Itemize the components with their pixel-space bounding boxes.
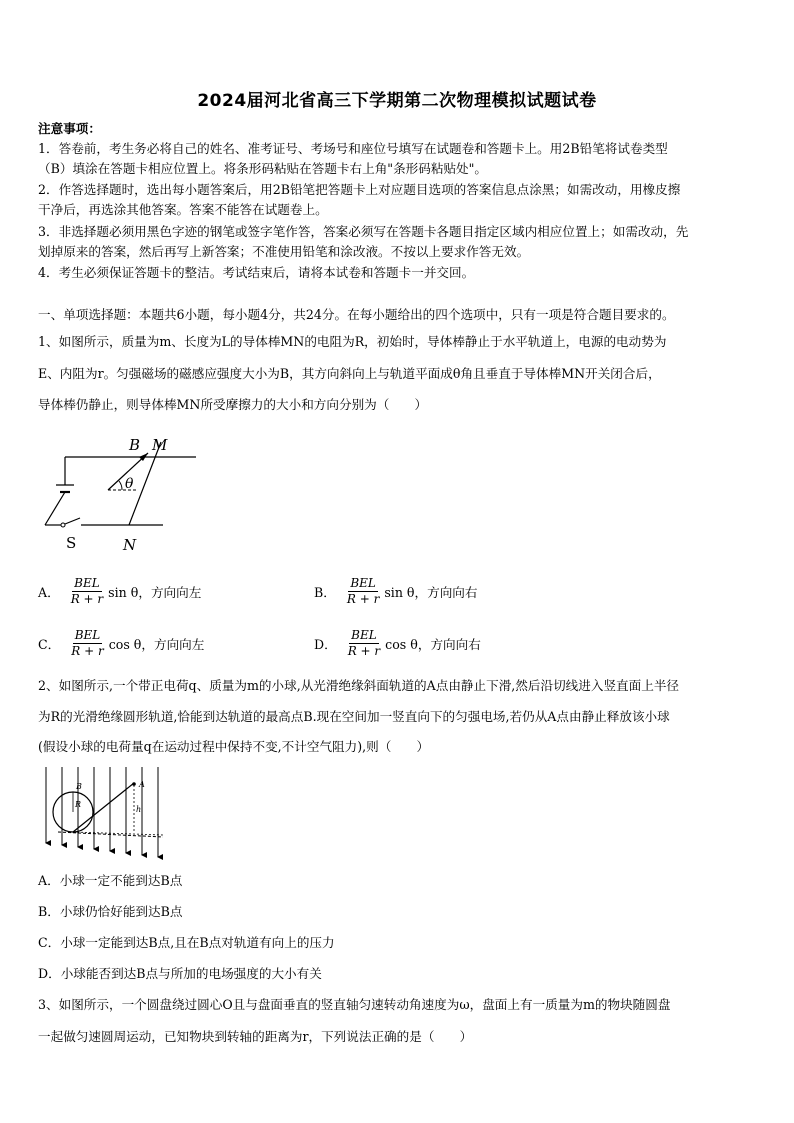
fraction-denominator: R + r: [347, 644, 381, 658]
q2-figure-label-R: R: [75, 800, 82, 809]
notice-line: 2．作答选择题时，选出每小题答案后，用2B铅笔把答题卡上对应题目选项的答案信息点涂黑；如需改动，用橡皮擦: [38, 182, 681, 197]
option-text: cos θ，方向向右: [385, 637, 481, 652]
fraction-denominator: R + r: [346, 592, 380, 606]
q1-option-d[interactable]: [314, 628, 481, 659]
q1-option-b[interactable]: [314, 576, 477, 607]
fraction: [69, 628, 105, 659]
fraction-numerator: BEL: [74, 576, 100, 590]
q2-figure-label-h: h: [136, 805, 142, 814]
q1-figure-label-theta: θ: [125, 476, 134, 492]
fraction-numerator: BEL: [351, 628, 377, 642]
notice-line: 3．非选择题必须用黑色字迹的钢笔或签字笔作答，答案必须写在答题卡各题目指定区域内相应位置上；如需改动，先: [38, 224, 689, 239]
fraction: [345, 576, 381, 607]
q2-figure-label-B: B: [76, 782, 82, 791]
fraction-numerator: BEL: [350, 576, 376, 590]
q1-circuit-figure: [36, 430, 206, 555]
q3-stem-line: 3、如图所示，一个圆盘绕过圆心O且与盘面垂直的竖直轴匀速转动角速度为ω，盘面上有一质量为m的物块随圆盘: [38, 997, 671, 1012]
notice-line: 干净后，再选涂其他答案。答案不能答在试题卷上。: [38, 202, 328, 217]
section-heading: 一、单项选择题：本题共6小题，每小题4分，共24分。在每小题给出的四个选项中，只有一项是符合题目要求的。: [38, 307, 675, 322]
q3-stem-line: 一起做匀速圆周运动，已知物块到转轴的距离为r，下列说法正确的是（ ）: [38, 1029, 473, 1044]
notice-line: 4．考生必须保证答题卡的整洁。考试结束后，请将本试卷和答题卡一并交回。: [38, 265, 475, 280]
q2-option-b[interactable]: B．小球仍恰好能到达B点: [38, 904, 183, 919]
fraction: [346, 628, 382, 659]
fraction-denominator: R + r: [71, 644, 104, 658]
option-text: sin θ，方向向左: [108, 585, 202, 600]
q2-option-d[interactable]: D．小球能否到达B点与所加的电场强度的大小有关: [38, 966, 322, 981]
q1-option-c[interactable]: [38, 628, 204, 659]
q2-track-figure: [38, 765, 173, 865]
q1-option-a[interactable]: [38, 576, 201, 607]
option-label: A．: [38, 585, 60, 600]
notice-line: （B）填涂在答题卡相应位置上。将条形码粘贴在答题卡右上角"条形码粘贴处"。: [38, 161, 488, 176]
option-label: B．: [314, 585, 336, 600]
notice-line: 划掉原来的答案，然后再写上新答案；不准使用铅笔和涂改液。不按以上要求作答无效。: [38, 244, 530, 259]
notice-heading: 注意事项：: [38, 121, 101, 136]
q1-figure-label-M: M: [152, 436, 168, 454]
q1-figure-label-N: N: [123, 536, 137, 554]
q1-figure-label-S: S: [66, 534, 77, 552]
fraction-numerator: BEL: [74, 628, 101, 642]
fraction: [69, 576, 105, 607]
option-label: C．: [38, 637, 61, 652]
fraction-denominator: R + r: [70, 592, 104, 606]
q2-stem-line: 2、如图所示,一个带正电荷q、质量为m的小球,从光滑绝缘斜面轨道的A点由静止下滑,然后沿切线进入竖直面上半径: [38, 678, 680, 693]
notice-line: 1．答卷前，考生务必将自己的姓名、准考证号、考场号和座位号填写在试题卷和答题卡上。用2B铅笔将试卷类型: [38, 141, 668, 156]
q1-stem-line: E、内阻为r。匀强磁场的磁感应强度大小为B，其方向斜向上与轨道平面成θ角且垂直于导体棒MN开关闭合后，: [38, 366, 661, 381]
q2-figure-label-A: A: [139, 780, 145, 789]
q1-stem-line: 1、如图所示，质量为m、长度为L的导体棒MN的电阻为R，初始时，导体棒静止于水平轨道上，电源的电动势为: [38, 334, 667, 349]
option-text: cos θ，方向向左: [108, 637, 205, 652]
q2-stem-line: (假设小球的电荷量q在运动过程中保持不变,不计空气阻力),则（ ）: [38, 739, 430, 754]
q2-option-a[interactable]: A．小球一定不能到达B点: [38, 873, 183, 888]
q1-stem-line: 导体棒仍静止，则导体棒MN所受摩擦力的大小和方向分别为（ ）: [38, 397, 428, 412]
option-label: D．: [314, 637, 337, 652]
q2-option-c[interactable]: C．小球一定能到达B点,且在B点对轨道有向上的压力: [38, 935, 335, 950]
option-text: sin θ，方向向右: [384, 585, 478, 600]
q1-figure-label-B: B: [129, 436, 141, 454]
q2-stem-line: 为R的光滑绝缘圆形轨道,恰能到达轨道的最高点B.现在空间加一竖直向下的匀强电场,若仍从A点由静止释放该小球: [38, 709, 670, 724]
exam-title: 2024届河北省高三下学期第二次物理模拟试题试卷: [197, 91, 597, 111]
